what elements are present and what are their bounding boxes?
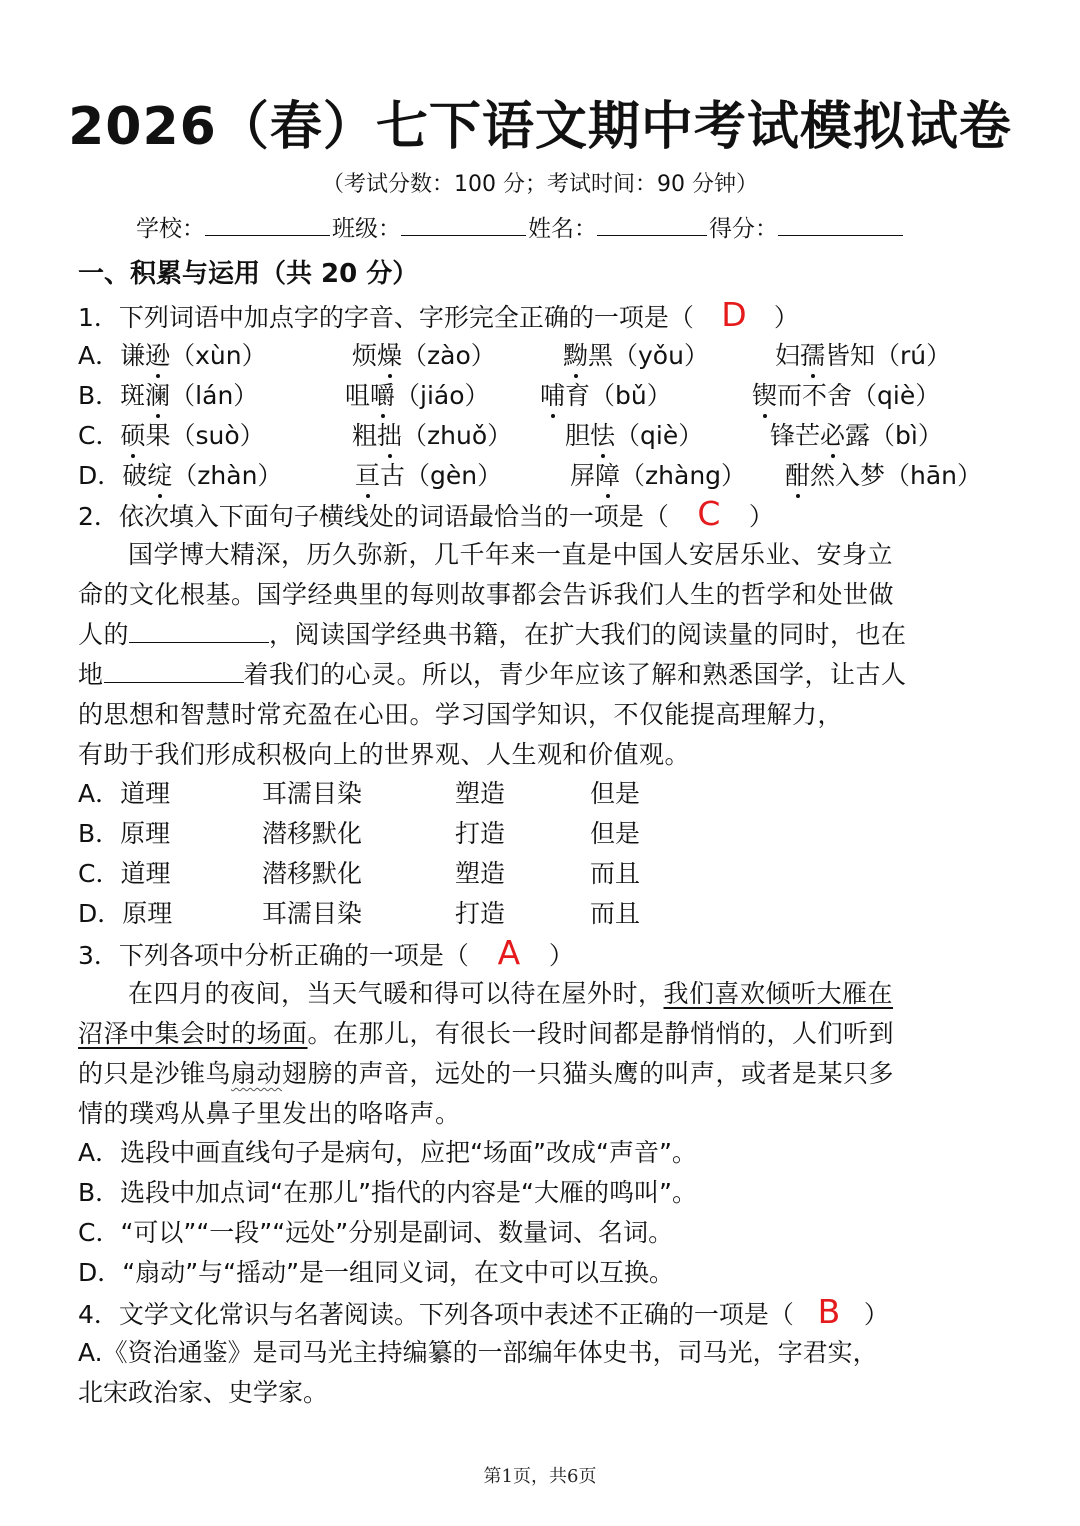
student-info-row — [136, 210, 905, 243]
question-3-answer: A — [497, 933, 521, 972]
question-4-stem — [78, 1292, 889, 1331]
question-2-answer: C — [697, 494, 721, 533]
q2-option-c-4: 而且 — [590, 859, 641, 888]
passage-text: 。在那儿，有很长一段时间都是静悄悄的，人们听到 — [307, 1019, 895, 1048]
q3-option-a: A．选段中画直线句子是病句，应把“场面”改成“声音”。 — [78, 1138, 697, 1167]
q2-option-a-3: 塑造 — [455, 779, 506, 808]
passage-line: 有助于我们形成积极向上的世界观、人生观和价值观。 — [78, 740, 691, 769]
q1-option-b-4: 锲而不舍（qiè） — [752, 381, 941, 410]
passage-text: 的只是沙锥鸟 — [78, 1059, 232, 1088]
question-1-close: ） — [773, 303, 799, 332]
q2-option-a-4: 但是 — [590, 779, 641, 808]
passage-line: 命的文化根基。国学经典里的每则故事都会告诉我们人生的哲学和处世做 — [78, 580, 895, 609]
underlined-sentence: 沼泽中集会时的场面 — [78, 1019, 308, 1048]
q2-option-d-2: 耳濡目染 — [262, 899, 363, 928]
wavy-underlined-word: 扇动 — [231, 1059, 283, 1088]
question-4-text: 4．文学文化常识与名著阅读。下列各项中表述不正确的一项是（ — [78, 1300, 794, 1329]
passage-line: 国学博大精深，历久弥新，几千年来一直是中国人安居乐业、安身立 — [128, 540, 894, 569]
score-blank[interactable] — [778, 213, 903, 236]
question-2-close: ） — [748, 502, 774, 531]
q2-option-d-3: 打造 — [455, 899, 506, 928]
underlined-sentence: 我们喜欢倾听大雁在 — [663, 979, 894, 1008]
q2-option-b-1: B．原理 — [78, 819, 171, 848]
q2-option-d-1: D．原理 — [78, 899, 173, 928]
q2-option-d-4: 而且 — [590, 899, 641, 928]
q1-option-b-1: B．斑澜（lán） — [78, 381, 259, 410]
q1-option-b-3: 哺育（bǔ） — [540, 381, 672, 410]
q4-option-a-line-2: 北宋政治家、史学家。 — [78, 1378, 329, 1407]
q1-option-a-2: 烦燥（zào） — [352, 341, 496, 370]
q2-option-b-4: 但是 — [590, 819, 641, 848]
question-2-text: 2．依次填入下面句子横线处的词语最恰当的一项是（ — [78, 502, 669, 531]
class-blank[interactable] — [401, 213, 526, 236]
q1-option-c-4: 锋芒必露（bì） — [770, 421, 943, 450]
passage-text: 着我们的心灵。所以，青少年应该了解和熟悉国学，让古人 — [243, 660, 907, 689]
q2-option-c-1: C．道理 — [78, 859, 171, 888]
passage-text: ，阅读国学经典书籍，在扩大我们的阅读量的同时，也在 — [269, 620, 907, 649]
school-blank[interactable] — [205, 213, 330, 236]
q2-option-a-1: A．道理 — [78, 779, 171, 808]
passage-text: 地 — [78, 660, 104, 689]
passage-line: 的思想和智慧时常充盈在心田。学习国学知识，不仅能提高理解力， — [78, 700, 844, 729]
fill-blank-2[interactable] — [104, 658, 244, 683]
question-1-answer: D — [721, 295, 747, 334]
score-label: 得分： — [709, 216, 778, 242]
name-blank[interactable] — [597, 213, 707, 236]
q1-option-d-1: D．破绽（zhàn） — [78, 461, 283, 490]
question-3-close: ） — [548, 941, 574, 970]
passage-text: 人的 — [78, 620, 130, 649]
question-2-passage — [78, 535, 1002, 775]
q2-option-c-3: 塑造 — [455, 859, 506, 888]
school-label: 学校： — [136, 216, 205, 242]
q2-option-b-2: 潜移默化 — [262, 819, 363, 848]
question-1-text: 1．下列词语中加点字的字音、字形完全正确的一项是（ — [78, 303, 694, 332]
exam-subtitle: （考试分数：100 分；考试时间：90 分钟） — [322, 172, 758, 197]
q1-option-c-2: 粗拙（zhuǒ） — [352, 421, 513, 450]
section-heading: 一、积累与运用（共 20 分） — [78, 259, 419, 289]
question-4-answer: B — [817, 1292, 841, 1331]
q3-option-c: C．“可以”“一段”“远处”分别是副词、数量词、名词。 — [78, 1218, 674, 1247]
class-label: 班级： — [332, 216, 401, 242]
question-3-text: 3．下列各项中分析正确的一项是（ — [78, 941, 469, 970]
q1-option-d-3: 屏障（zhàng） — [570, 461, 747, 490]
q1-option-c-1: C．硕果（suò） — [78, 421, 265, 450]
fill-blank-1[interactable] — [129, 618, 269, 643]
q1-option-d-4: 酣然入梦（hān） — [785, 461, 983, 490]
q3-option-b: B．选段中加点词“在那儿”指代的内容是“大雁的鸣叫”。 — [78, 1178, 697, 1207]
question-3-passage — [78, 974, 1002, 1134]
q1-option-a-1: A．谦逊（xùn） — [78, 341, 267, 370]
q1-option-d-2: 亘古（gèn） — [355, 461, 503, 490]
q2-option-a-2: 耳濡目染 — [262, 779, 363, 808]
q1-option-b-2: 咀嚼（jiáo） — [345, 381, 490, 410]
q2-option-c-2: 潜移默化 — [262, 859, 363, 888]
question-4-close: ） — [863, 1300, 889, 1329]
q1-option-c-3: 胆怯（qiè） — [565, 421, 704, 450]
page-title: 2026（春）七下语文期中考试模拟试卷 — [68, 97, 1012, 157]
q2-option-b-3: 打造 — [455, 819, 506, 848]
name-label: 姓名： — [528, 216, 597, 242]
q3-option-d: D．“扇动”与“摇动”是一组同义词，在文中可以互换。 — [78, 1258, 675, 1287]
passage-line: 情的璞鸡从鼻子里发出的咯咯声。 — [78, 1099, 461, 1128]
q1-option-a-3: 黝黑（yǒu） — [563, 341, 709, 370]
q1-option-a-4: 妇孺皆知（rú） — [775, 341, 952, 370]
q4-option-a-line-1: A.《资治通鉴》是司马光主持编纂的一部编年体史书，司马光，字君实， — [78, 1338, 878, 1367]
passage-text: 在四月的夜间，当天气暖和得可以待在屋外时， — [128, 979, 664, 1008]
question-1-stem — [78, 295, 799, 334]
passage-text: 翅膀的声音，远处的一只猫头鹰的叫声，或者是某只多 — [282, 1059, 895, 1088]
question-3-stem — [78, 933, 574, 972]
page-number: 第1页，共6页 — [483, 1466, 597, 1487]
question-2-stem — [78, 494, 774, 533]
